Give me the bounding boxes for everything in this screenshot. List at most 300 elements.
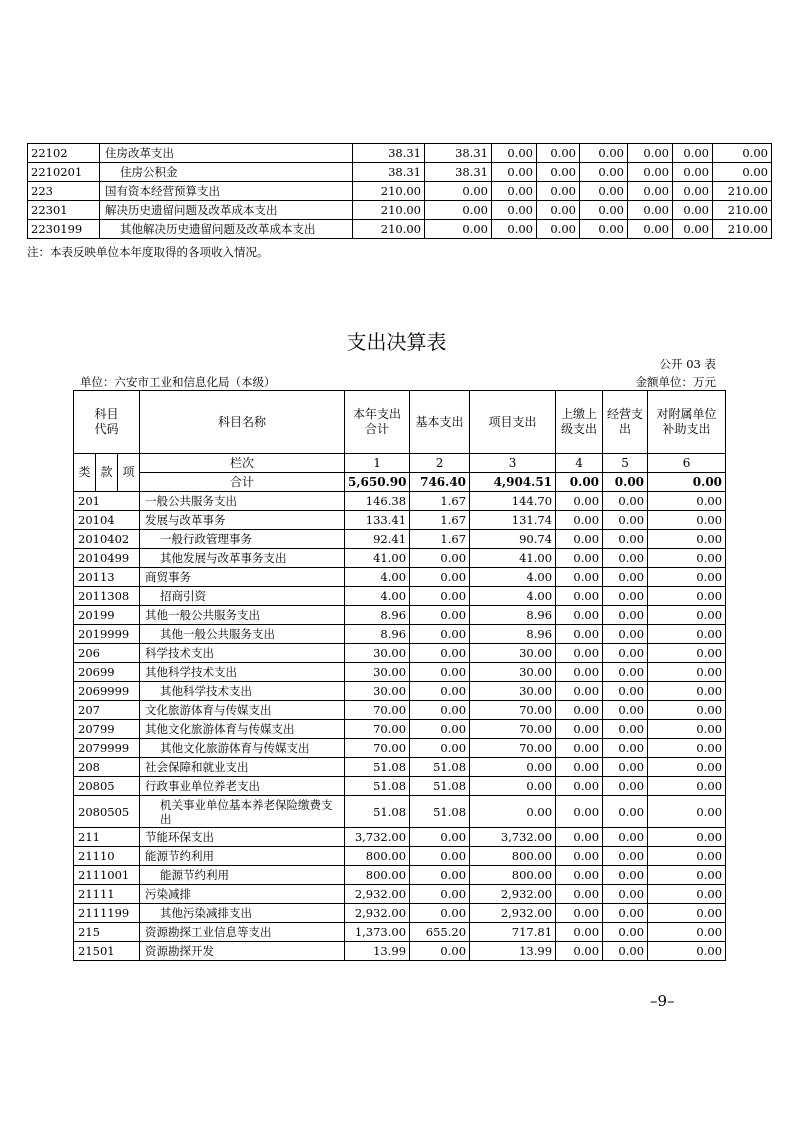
row-code: 21501	[74, 942, 140, 961]
row-value: 210.00	[353, 220, 425, 239]
table-row	[74, 549, 726, 568]
row-value: 210.00	[353, 201, 425, 220]
row-value: 0.00	[673, 182, 713, 201]
row-value: 0.00	[603, 606, 648, 625]
lanci-row	[74, 454, 726, 473]
header-col-4: 上缴上级支出	[556, 391, 603, 454]
table-row	[74, 923, 726, 942]
row-name: 节能环保支出	[140, 828, 345, 847]
row-code: 21111	[74, 885, 140, 904]
row-value: 38.31	[353, 163, 425, 182]
row-value: 51.08	[345, 796, 410, 828]
row-value: 0.00	[603, 828, 648, 847]
row-value: 0.00	[648, 625, 726, 644]
row-value: 0.00	[628, 201, 673, 220]
row-name: 其他发展与改革事务支出	[140, 549, 345, 568]
row-code: 223	[28, 182, 100, 201]
row-value: 0.00	[470, 758, 556, 777]
row-value: 0.00	[648, 549, 726, 568]
row-value: 0.00	[556, 720, 603, 739]
row-value: 0.00	[603, 587, 648, 606]
row-value: 0.00	[603, 777, 648, 796]
row-value: 0.00	[556, 904, 603, 923]
row-value: 0.00	[410, 606, 470, 625]
row-value: 70.00	[345, 720, 410, 739]
row-value: 0.00	[410, 847, 470, 866]
row-value: 0.00	[648, 720, 726, 739]
unit-label: 单位：六安市工业和信息化局（本级）	[80, 375, 276, 389]
row-value: 0.00	[603, 847, 648, 866]
lanci-num-4: 4	[556, 454, 603, 473]
row-value: 30.00	[470, 663, 556, 682]
row-value: 30.00	[345, 644, 410, 663]
row-name: 解决历史遗留问题及改革成本支出	[100, 201, 353, 220]
row-value: 0.00	[648, 777, 726, 796]
row-value: 0.00	[648, 568, 726, 587]
row-value: 0.00	[556, 663, 603, 682]
row-code: 22301	[28, 201, 100, 220]
table-row	[74, 511, 726, 530]
lanci-num-1: 1	[345, 454, 410, 473]
row-name: 招商引资	[140, 587, 345, 606]
header-row	[74, 391, 726, 454]
row-value: 0.00	[673, 144, 713, 163]
row-value: 0.00	[648, 942, 726, 961]
table-row	[74, 701, 726, 720]
table-row	[74, 568, 726, 587]
row-value: 0.00	[648, 758, 726, 777]
row-value: 2,932.00	[470, 885, 556, 904]
row-value: 800.00	[470, 847, 556, 866]
row-value: 0.00	[556, 739, 603, 758]
row-value: 1,373.00	[345, 923, 410, 942]
row-value: 0.00	[556, 923, 603, 942]
total-label: 合计	[140, 473, 345, 492]
row-value: 0.00	[410, 904, 470, 923]
row-value: 41.00	[345, 549, 410, 568]
row-value: 0.00	[410, 701, 470, 720]
table-row	[74, 682, 726, 701]
row-value: 30.00	[345, 682, 410, 701]
row-value: 0.00	[410, 682, 470, 701]
row-value: 210.00	[713, 201, 772, 220]
row-name: 社会保障和就业支出	[140, 758, 345, 777]
row-name: 文化旅游体育与传媒支出	[140, 701, 345, 720]
row-value: 0.00	[537, 220, 580, 239]
row-value: 0.00	[648, 828, 726, 847]
row-name: 其他科学技术支出	[140, 663, 345, 682]
table-row	[74, 644, 726, 663]
row-value: 0.00	[648, 923, 726, 942]
row-value: 8.96	[345, 625, 410, 644]
row-value: 0.00	[410, 720, 470, 739]
row-name: 其他一般公共服务支出	[140, 606, 345, 625]
row-value: 51.08	[345, 758, 410, 777]
row-code: 20104	[74, 511, 140, 530]
table-row	[28, 144, 772, 163]
total-value-4: 0.00	[556, 473, 603, 492]
table-row	[74, 720, 726, 739]
row-value: 70.00	[345, 739, 410, 758]
header-col-5: 经营支出	[603, 391, 648, 454]
row-value: 0.00	[410, 568, 470, 587]
table-row	[74, 625, 726, 644]
row-value: 0.00	[603, 663, 648, 682]
row-value: 92.41	[345, 530, 410, 549]
table-row	[74, 663, 726, 682]
row-value: 0.00	[425, 201, 492, 220]
table-row	[74, 828, 726, 847]
row-value: 0.00	[492, 144, 537, 163]
row-value: 51.08	[410, 777, 470, 796]
row-name: 其他文化旅游体育与传媒支出	[140, 739, 345, 758]
row-value: 41.00	[470, 549, 556, 568]
header-name: 科目名称	[140, 391, 345, 454]
row-value: 38.31	[425, 144, 492, 163]
row-value: 0.00	[648, 682, 726, 701]
row-value: 0.00	[425, 182, 492, 201]
row-value: 146.38	[345, 492, 410, 511]
row-value: 0.00	[410, 942, 470, 961]
row-value: 0.00	[603, 530, 648, 549]
header-code-text: 科目代码	[94, 407, 119, 436]
row-name: 污染减排	[140, 885, 345, 904]
row-value: 38.31	[425, 163, 492, 182]
row-value: 4.00	[345, 568, 410, 587]
header-code	[74, 391, 140, 454]
row-value: 0.00	[648, 701, 726, 720]
row-value: 0.00	[425, 220, 492, 239]
row-value: 0.00	[556, 866, 603, 885]
row-name: 住房公积金	[100, 163, 353, 182]
row-value: 4.00	[470, 568, 556, 587]
row-value: 0.00	[410, 625, 470, 644]
row-value: 0.00	[556, 530, 603, 549]
row-value: 0.00	[556, 587, 603, 606]
row-value: 4.00	[345, 587, 410, 606]
row-code: 22102	[28, 144, 100, 163]
row-value: 0.00	[603, 568, 648, 587]
row-value: 0.00	[603, 682, 648, 701]
row-name: 其他污染减排支出	[140, 904, 345, 923]
row-value: 0.00	[556, 885, 603, 904]
row-code: 2069999	[74, 682, 140, 701]
row-value: 0.00	[580, 201, 628, 220]
row-name: 其他文化旅游体育与传媒支出	[140, 720, 345, 739]
row-code: 207	[74, 701, 140, 720]
row-value: 0.00	[556, 758, 603, 777]
table-row	[74, 777, 726, 796]
row-code: 21110	[74, 847, 140, 866]
row-value: 0.00	[603, 758, 648, 777]
row-value: 0.00	[648, 511, 726, 530]
row-value: 0.00	[410, 549, 470, 568]
row-value: 0.00	[580, 144, 628, 163]
header-lei: 类	[74, 454, 96, 492]
row-value: 0.00	[410, 663, 470, 682]
row-value: 0.00	[648, 644, 726, 663]
row-value: 0.00	[603, 942, 648, 961]
row-value: 0.00	[580, 220, 628, 239]
row-code: 20805	[74, 777, 140, 796]
page-title: 支出决算表	[346, 330, 447, 354]
table-row	[74, 739, 726, 758]
row-value: 13.99	[470, 942, 556, 961]
row-value: 0.00	[470, 777, 556, 796]
row-value: 0.00	[603, 885, 648, 904]
row-value: 717.81	[470, 923, 556, 942]
lanci-label: 栏次	[140, 454, 345, 473]
row-value: 131.74	[470, 511, 556, 530]
row-value: 0.00	[628, 220, 673, 239]
expenditure-table	[73, 390, 726, 961]
header-col-1: 本年支出合计	[345, 391, 410, 454]
row-value: 51.08	[345, 777, 410, 796]
row-value: 0.00	[603, 701, 648, 720]
row-value: 0.00	[492, 220, 537, 239]
row-name: 资源勘探工业信息等支出	[140, 923, 345, 942]
row-code: 20799	[74, 720, 140, 739]
row-value: 0.00	[410, 828, 470, 847]
row-value: 0.00	[628, 144, 673, 163]
income-table-continuation	[27, 143, 772, 239]
row-code: 206	[74, 644, 140, 663]
table-row	[28, 163, 772, 182]
row-value: 0.00	[628, 182, 673, 201]
row-name: 一般行政管理事务	[140, 530, 345, 549]
row-value: 2,932.00	[470, 904, 556, 923]
row-value: 0.00	[492, 201, 537, 220]
total-value-6: 0.00	[648, 473, 726, 492]
row-code: 2111001	[74, 866, 140, 885]
row-value: 0.00	[648, 492, 726, 511]
row-value: 0.00	[556, 828, 603, 847]
row-value: 800.00	[470, 866, 556, 885]
row-value: 0.00	[603, 644, 648, 663]
row-code: 211	[74, 828, 140, 847]
row-value: 90.74	[470, 530, 556, 549]
row-value: 0.00	[603, 739, 648, 758]
total-value-2: 746.40	[410, 473, 470, 492]
row-code: 2230199	[28, 220, 100, 239]
table-row	[74, 606, 726, 625]
row-value: 144.70	[470, 492, 556, 511]
row-value: 0.00	[603, 511, 648, 530]
row-value: 0.00	[603, 625, 648, 644]
row-value: 3,732.00	[470, 828, 556, 847]
row-value: 800.00	[345, 847, 410, 866]
row-value: 0.00	[603, 866, 648, 885]
row-value: 0.00	[603, 904, 648, 923]
row-name: 住房改革支出	[100, 144, 353, 163]
row-value: 0.00	[713, 163, 772, 182]
total-value-3: 4,904.51	[470, 473, 556, 492]
total-value-1: 5,650.90	[345, 473, 410, 492]
row-name: 商贸事务	[140, 568, 345, 587]
row-value: 0.00	[648, 587, 726, 606]
row-value: 8.96	[345, 606, 410, 625]
row-value: 0.00	[410, 644, 470, 663]
row-value: 2,932.00	[345, 904, 410, 923]
form-number: 公开 03 表	[659, 357, 716, 371]
row-name: 能源节约利用	[140, 866, 345, 885]
row-value: 0.00	[556, 549, 603, 568]
header-col-3: 项目支出	[470, 391, 556, 454]
row-value: 51.08	[410, 796, 470, 828]
row-value: 0.00	[648, 663, 726, 682]
table-row	[74, 904, 726, 923]
row-value: 4.00	[470, 587, 556, 606]
row-value: 800.00	[345, 866, 410, 885]
table-row	[28, 201, 772, 220]
row-value: 0.00	[556, 606, 603, 625]
row-value: 0.00	[603, 720, 648, 739]
row-value: 8.96	[470, 606, 556, 625]
row-value: 70.00	[470, 739, 556, 758]
table-note: 注：本表反映单位本年度取得的各项收入情况。	[27, 245, 269, 259]
row-name: 机关事业单位基本养老保险缴费支出	[140, 796, 345, 828]
row-value: 0.00	[648, 885, 726, 904]
lanci-num-5: 5	[603, 454, 648, 473]
row-value: 0.00	[492, 163, 537, 182]
row-value: 0.00	[580, 182, 628, 201]
row-value: 0.00	[673, 201, 713, 220]
row-value: 0.00	[556, 682, 603, 701]
row-value: 0.00	[556, 568, 603, 587]
row-code: 2011308	[74, 587, 140, 606]
row-value: 0.00	[648, 739, 726, 758]
row-value: 0.00	[537, 201, 580, 220]
row-code: 2019999	[74, 625, 140, 644]
header-kuan: 款	[96, 454, 118, 492]
row-value: 2,932.00	[345, 885, 410, 904]
row-value: 210.00	[353, 182, 425, 201]
row-value: 0.00	[537, 144, 580, 163]
row-value: 0.00	[648, 904, 726, 923]
row-value: 70.00	[345, 701, 410, 720]
row-value: 0.00	[673, 220, 713, 239]
row-value: 0.00	[410, 587, 470, 606]
row-value: 0.00	[648, 606, 726, 625]
row-value: 13.99	[345, 942, 410, 961]
row-code: 20199	[74, 606, 140, 625]
row-value: 30.00	[470, 644, 556, 663]
table-row	[28, 220, 772, 239]
lanci-num-6: 6	[648, 454, 726, 473]
table-row	[74, 847, 726, 866]
row-value: 655.20	[410, 923, 470, 942]
row-value: 70.00	[470, 720, 556, 739]
table-row	[74, 758, 726, 777]
header-col-6: 对附属单位补助支出	[648, 391, 726, 454]
row-value: 8.96	[470, 625, 556, 644]
row-value: 210.00	[713, 182, 772, 201]
row-value: 0.00	[410, 866, 470, 885]
row-name: 能源节约利用	[140, 847, 345, 866]
row-name: 发展与改革事务	[140, 511, 345, 530]
row-value: 0.00	[556, 847, 603, 866]
row-name: 行政事业单位养老支出	[140, 777, 345, 796]
row-name: 国有资本经营预算支出	[100, 182, 353, 201]
row-code: 2080505	[74, 796, 140, 828]
row-value: 0.00	[673, 163, 713, 182]
row-name: 资源勘探开发	[140, 942, 345, 961]
row-value: 0.00	[470, 796, 556, 828]
row-value: 0.00	[713, 144, 772, 163]
row-code: 2079999	[74, 739, 140, 758]
row-name: 其他科学技术支出	[140, 682, 345, 701]
row-value: 0.00	[410, 885, 470, 904]
row-code: 215	[74, 923, 140, 942]
row-value: 0.00	[603, 796, 648, 828]
total-value-5: 0.00	[603, 473, 648, 492]
row-value: 0.00	[556, 796, 603, 828]
table-row	[74, 796, 726, 828]
money-unit-label: 金额单位：万元	[635, 375, 716, 389]
lanci-num-3: 3	[470, 454, 556, 473]
lanci-num-2: 2	[410, 454, 470, 473]
row-name: 其他解决历史遗留问题及改革成本支出	[100, 220, 353, 239]
row-code: 20699	[74, 663, 140, 682]
row-value: 30.00	[470, 682, 556, 701]
row-value: 0.00	[628, 163, 673, 182]
row-value: 0.00	[648, 796, 726, 828]
table-row	[74, 587, 726, 606]
row-value: 51.08	[410, 758, 470, 777]
row-value: 210.00	[713, 220, 772, 239]
row-value: 1.67	[410, 492, 470, 511]
row-value: 0.00	[603, 492, 648, 511]
row-name: 其他一般公共服务支出	[140, 625, 345, 644]
header-xiang: 项	[118, 454, 140, 492]
row-value: 1.67	[410, 511, 470, 530]
row-value: 0.00	[410, 739, 470, 758]
row-value: 0.00	[648, 530, 726, 549]
row-code: 2010402	[74, 530, 140, 549]
total-row	[74, 473, 726, 492]
row-value: 0.00	[556, 511, 603, 530]
table-row	[74, 866, 726, 885]
row-value: 0.00	[537, 182, 580, 201]
row-value: 0.00	[580, 163, 628, 182]
row-value: 0.00	[537, 163, 580, 182]
row-value: 0.00	[556, 625, 603, 644]
row-value: 0.00	[603, 549, 648, 568]
row-name: 一般公共服务支出	[140, 492, 345, 511]
row-code: 2210201	[28, 163, 100, 182]
row-code: 2111199	[74, 904, 140, 923]
row-name: 科学技术支出	[140, 644, 345, 663]
table-row	[74, 492, 726, 511]
row-value: 38.31	[353, 144, 425, 163]
page-number: –9–	[650, 992, 675, 1010]
row-value: 0.00	[556, 701, 603, 720]
table-row	[28, 182, 772, 201]
header-col-2: 基本支出	[410, 391, 470, 454]
row-value: 0.00	[556, 644, 603, 663]
row-value: 0.00	[603, 923, 648, 942]
row-value: 0.00	[556, 492, 603, 511]
row-value: 0.00	[492, 182, 537, 201]
row-value: 70.00	[470, 701, 556, 720]
row-value: 3,732.00	[345, 828, 410, 847]
row-value: 0.00	[648, 847, 726, 866]
row-value: 1.67	[410, 530, 470, 549]
row-code: 201	[74, 492, 140, 511]
row-code: 2010499	[74, 549, 140, 568]
row-code: 208	[74, 758, 140, 777]
table-row	[74, 885, 726, 904]
